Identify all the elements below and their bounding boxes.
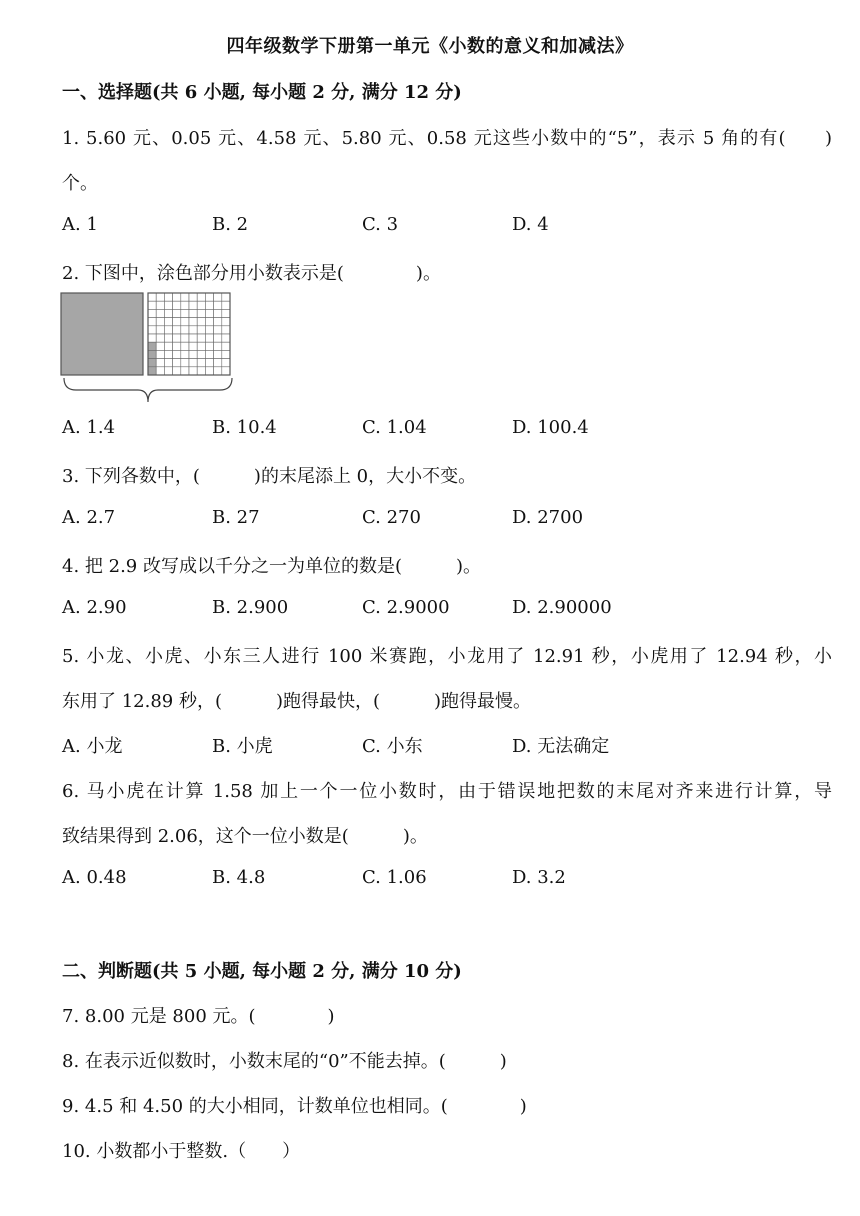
option-c[interactable]: C. 2.9000 xyxy=(362,597,450,618)
option-b[interactable]: B. 2 xyxy=(212,214,249,235)
question-3-line-1: 3. 下列各数中，( )的末尾添上 0，大小不变。 xyxy=(62,466,477,487)
grid-cell xyxy=(197,350,205,358)
grid-cell xyxy=(181,301,189,309)
grid-cell xyxy=(205,293,213,301)
grid-cell xyxy=(173,367,181,375)
grid-cell xyxy=(189,301,197,309)
grid-cell xyxy=(214,326,222,334)
shaded-full-square xyxy=(61,293,143,375)
option-a[interactable]: A. 0.48 xyxy=(62,867,127,888)
question-9: 9. 4.5 和 4.50 的大小相同，计数单位也相同。( ) xyxy=(62,1096,527,1117)
grid-cell xyxy=(189,367,197,375)
option-d[interactable]: D. 100.4 xyxy=(512,417,589,438)
grid-cell xyxy=(214,293,222,301)
grid-cell xyxy=(156,359,164,367)
grid-cell xyxy=(156,350,164,358)
grid-cell xyxy=(164,334,172,342)
grid-cell xyxy=(181,318,189,326)
grid-cell xyxy=(197,293,205,301)
grid-cell xyxy=(222,334,230,342)
grid-cell xyxy=(164,318,172,326)
grid-cell xyxy=(156,326,164,334)
grid-cell xyxy=(222,293,230,301)
grid-cell xyxy=(214,309,222,317)
option-b[interactable]: B. 小虎 xyxy=(212,736,273,757)
grid-cell xyxy=(189,326,197,334)
grid-cell xyxy=(197,342,205,350)
grid-cell xyxy=(222,301,230,309)
grid-cell xyxy=(181,367,189,375)
grid-cell xyxy=(222,367,230,375)
question-5-line-1: 5. 小龙、小虎、小东三人进行 100 米赛跑，小龙用了 12.91 秒，小虎用了 12.94 秒，小 xyxy=(62,646,832,667)
grid-cell xyxy=(173,326,181,334)
grid-cell xyxy=(156,334,164,342)
grid-cell xyxy=(156,342,164,350)
grid-cell xyxy=(189,342,197,350)
grid-cell xyxy=(156,367,164,375)
option-a[interactable]: A. 2.7 xyxy=(62,507,116,528)
grid-cell xyxy=(148,334,156,342)
option-b[interactable]: B. 10.4 xyxy=(212,417,277,438)
grid-cell xyxy=(189,350,197,358)
option-c[interactable]: C. 3 xyxy=(362,214,399,235)
option-a[interactable]: A. 1.4 xyxy=(62,417,116,438)
option-a[interactable]: A. 1 xyxy=(62,214,98,235)
grid-cell xyxy=(156,309,164,317)
grid-cell xyxy=(214,359,222,367)
grid-cell xyxy=(205,334,213,342)
grid-cell xyxy=(222,359,230,367)
question-8: 8. 在表示近似数时，小数末尾的“0”不能去掉。( ) xyxy=(62,1051,507,1072)
brace xyxy=(64,378,232,402)
question-10: 10. 小数都小于整数.（ ） xyxy=(62,1141,301,1162)
question-6-line-1: 6. 马小虎在计算 1.58 加上一个一位小数时，由于错误地把数的末尾对齐来进行计算，导 xyxy=(62,781,832,802)
grid-cell xyxy=(148,326,156,334)
shaded-grid-cell xyxy=(148,342,156,350)
grid-cell xyxy=(173,334,181,342)
grid-cell xyxy=(164,367,172,375)
grid-cell xyxy=(222,309,230,317)
grid-cell xyxy=(181,293,189,301)
grid-cell xyxy=(222,326,230,334)
grid-cell xyxy=(197,301,205,309)
grid-cell xyxy=(214,342,222,350)
question-4-line-1: 4. 把 2.9 改写成以千分之一为单位的数是( )。 xyxy=(62,556,482,577)
grid-cell xyxy=(173,350,181,358)
grid-cell xyxy=(222,318,230,326)
grid-cell xyxy=(173,309,181,317)
grid-cell xyxy=(222,342,230,350)
grid-cell xyxy=(156,318,164,326)
grid-cell xyxy=(148,301,156,309)
grid-cell xyxy=(164,350,172,358)
option-c[interactable]: C. 270 xyxy=(362,507,421,528)
grid-cell xyxy=(214,301,222,309)
option-c[interactable]: C. 1.06 xyxy=(362,867,427,888)
grid-cell xyxy=(173,318,181,326)
grid-cell xyxy=(181,334,189,342)
section-1-heading: 一、选择题(共 6 小题, 每小题 2 分, 满分 12 分) xyxy=(62,82,462,103)
grid-cell xyxy=(164,309,172,317)
option-b[interactable]: B. 4.8 xyxy=(212,867,266,888)
grid-cell xyxy=(181,342,189,350)
option-d[interactable]: D. 4 xyxy=(512,214,549,235)
grid-cell xyxy=(189,334,197,342)
question-5-line-2: 东用了 12.89 秒，( )跑得最快，( )跑得最慢。 xyxy=(62,691,532,712)
option-c[interactable]: C. 1.04 xyxy=(362,417,427,438)
grid-cell xyxy=(189,359,197,367)
grid-cell xyxy=(181,309,189,317)
grid-cell xyxy=(214,350,222,358)
hundred-grid xyxy=(148,293,230,375)
grid-cell xyxy=(173,342,181,350)
grid-cell xyxy=(197,309,205,317)
option-a[interactable]: A. 2.90 xyxy=(62,597,127,618)
shaded-grid-cell xyxy=(148,367,156,375)
grid-cell xyxy=(222,350,230,358)
question-7: 7. 8.00 元是 800 元。( ) xyxy=(62,1006,335,1027)
grid-cell xyxy=(214,334,222,342)
grid-cell xyxy=(205,326,213,334)
option-b[interactable]: B. 27 xyxy=(212,507,260,528)
grid-cell xyxy=(156,301,164,309)
question-1-line-2: 个。 xyxy=(62,173,98,194)
grid-cell xyxy=(148,293,156,301)
grid-cell xyxy=(205,342,213,350)
grid-cell xyxy=(205,367,213,375)
grid-cell xyxy=(189,293,197,301)
grid-cell xyxy=(197,318,205,326)
option-b[interactable]: B. 2.900 xyxy=(212,597,289,618)
grid-cell xyxy=(205,318,213,326)
option-c[interactable]: C. 小东 xyxy=(362,736,423,757)
option-d[interactable]: D. 2.90000 xyxy=(512,597,612,618)
grid-cell xyxy=(205,359,213,367)
grid-cell xyxy=(214,318,222,326)
grid-cell xyxy=(156,293,164,301)
shaded-grid-cell xyxy=(148,350,156,358)
question-2-line-1: 2. 下图中，涂色部分用小数表示是( )。 xyxy=(62,263,441,284)
grid-cell xyxy=(214,367,222,375)
grid-cell xyxy=(181,326,189,334)
grid-cell xyxy=(148,309,156,317)
grid-cell xyxy=(164,342,172,350)
page-title: 四年级数学下册第一单元《小数的意义和加减法》 xyxy=(226,36,634,57)
grid-cell xyxy=(181,359,189,367)
grid-cell xyxy=(205,350,213,358)
decimal-grid-figure xyxy=(60,292,235,407)
grid-cell xyxy=(197,359,205,367)
grid-cell xyxy=(148,318,156,326)
question-6-line-2: 致结果得到 2.06，这个一位小数是( )。 xyxy=(62,826,428,847)
grid-cell xyxy=(181,350,189,358)
question-1-line-1: 1. 5.60 元、0.05 元、4.58 元、5.80 元、0.58 元这些小数中的“5”，表示 5 角的有( ) xyxy=(62,128,832,149)
option-d[interactable]: D. 2700 xyxy=(512,507,584,528)
grid-cell xyxy=(197,326,205,334)
section-2-heading: 二、判断题(共 5 小题, 每小题 2 分, 满分 10 分) xyxy=(62,961,462,982)
grid-cell xyxy=(173,301,181,309)
grid-cell xyxy=(189,309,197,317)
shaded-grid-cell xyxy=(148,359,156,367)
grid-cell xyxy=(164,359,172,367)
grid-cell xyxy=(189,318,197,326)
grid-cell xyxy=(164,293,172,301)
option-a[interactable]: A. 小龙 xyxy=(62,736,123,757)
grid-cell xyxy=(205,301,213,309)
grid-cell xyxy=(164,301,172,309)
option-d[interactable]: D. 无法确定 xyxy=(512,736,610,757)
grid-cell xyxy=(205,309,213,317)
option-d[interactable]: D. 3.2 xyxy=(512,867,566,888)
grid-cell xyxy=(197,367,205,375)
grid-cell xyxy=(173,293,181,301)
grid-cell xyxy=(197,334,205,342)
grid-cell xyxy=(173,359,181,367)
grid-cell xyxy=(164,326,172,334)
